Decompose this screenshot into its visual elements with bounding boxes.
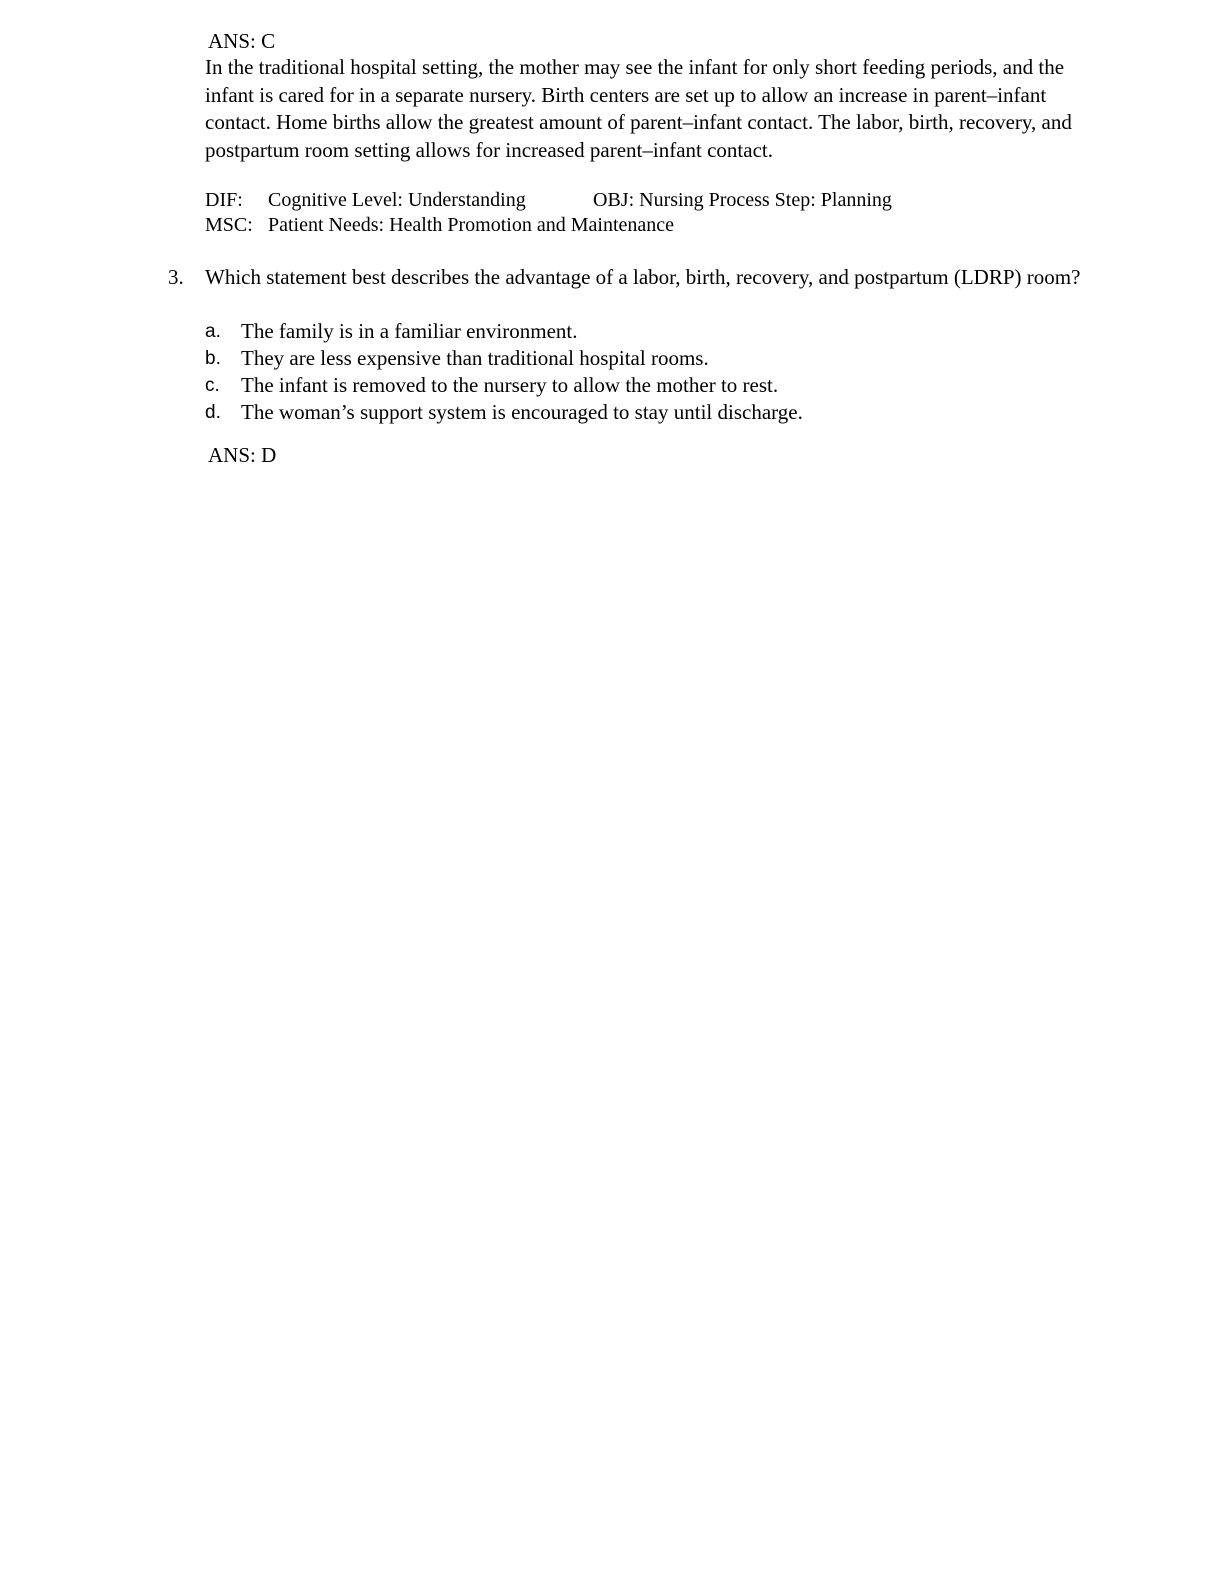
- option-letter-d: d.: [205, 402, 221, 423]
- option-text-a: The family is in a familiar environment.: [241, 319, 578, 343]
- dif-value: Cognitive Level: Understanding: [268, 189, 526, 211]
- option-text-d: The woman’s support system is encouraged to stay until discharge.: [241, 400, 803, 424]
- msc-label: MSC:: [205, 214, 253, 236]
- question-answer: ANS: D: [208, 443, 277, 467]
- option-letter-c: c.: [205, 375, 220, 396]
- question-number: 3.: [168, 265, 184, 289]
- dif-label: DIF:: [205, 189, 243, 211]
- option-text-c: The infant is removed to the nursery to allow the mother to rest.: [241, 373, 779, 397]
- question-text: Which statement best describes the advantage of a labor, birth, recovery, and postpartum (LDRP) room?: [205, 265, 1081, 289]
- option-text-b: They are less expensive than traditional hospital rooms.: [241, 346, 709, 370]
- msc-value: Patient Needs: Health Promotion and Maintenance: [268, 214, 675, 236]
- option-letter-b: b.: [205, 348, 221, 369]
- option-letter-a: a.: [205, 321, 221, 342]
- rationale-paragraph: In the traditional hospital setting, the mother may see the infant for only short feeding periods, and the infant is cared for in a separate nursery. Birth centers are set up to allow an increase in parent–infant contact. Home births allow the greatest amount of parent–infant contact. The labor, birth, recovery, and postpartum room setting allows for increased parent–infant contact.: [205, 55, 1072, 162]
- answer-line: ANS: C: [208, 29, 276, 53]
- obj-value: OBJ: Nursing Process Step: Planning: [593, 189, 892, 211]
